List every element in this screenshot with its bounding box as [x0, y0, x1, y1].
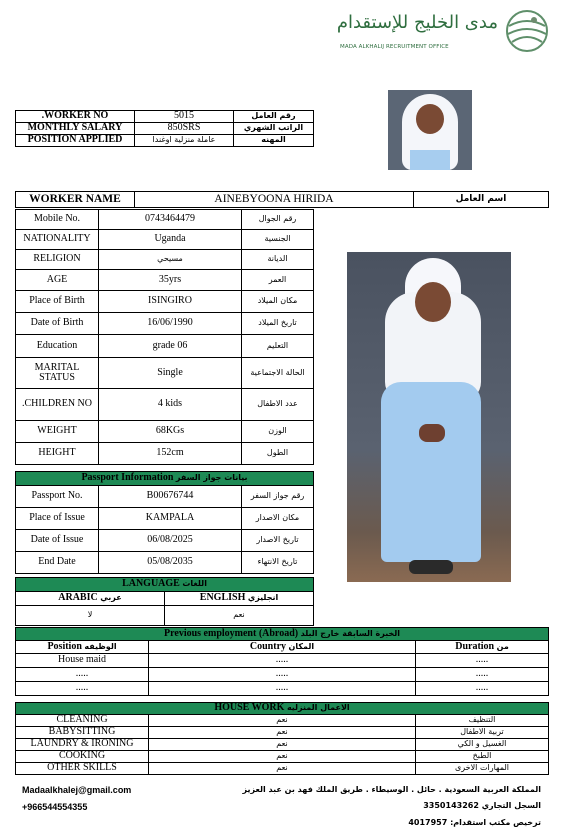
language-header [16, 578, 314, 592]
nationality-label: NATIONALITY [16, 230, 99, 250]
marital-ar: الحالة الاجتماعية [242, 358, 314, 389]
employment-country: ..... [149, 682, 416, 696]
children-value: 4 kids [99, 389, 242, 421]
employment-duration: ..... [416, 654, 549, 668]
skill-label: BABYSITTING [16, 727, 149, 739]
employment-position: ..... [16, 682, 149, 696]
weight-value: 68KGs [99, 421, 242, 443]
duration-col-ar: من [496, 641, 509, 651]
footer-email[interactable]: Madaalkhalej@gmail.com [22, 785, 132, 795]
salary-ar: الراتب الشهري [234, 123, 314, 135]
salary-value: 850SRS [135, 123, 234, 135]
issue-date-value: 06/08/2025 [99, 530, 242, 552]
arabic-label: ARABIC [58, 592, 98, 604]
house-work-header [16, 703, 549, 715]
language-header-text: LANGUAGE [122, 578, 180, 590]
english-value: نعم [165, 606, 314, 626]
country-col-header [149, 641, 416, 654]
age-ar: العمر [242, 270, 314, 291]
skill-ar: تربية الاطفال [416, 727, 549, 739]
worker-no-value: 5015 [135, 111, 234, 123]
footer-license-label: ترخيص مكتب استقدام: [450, 818, 541, 827]
worker-no-ar: رقم العامل [234, 111, 314, 123]
employment-duration: ..... [416, 668, 549, 682]
employment-header-ar: الخبرة السابقة خارج البلد [300, 628, 400, 638]
footer-license-number: 4017957 [408, 818, 448, 827]
weight-label: WEIGHT [16, 421, 99, 443]
religion-label: RELIGION [16, 250, 99, 270]
english-label-ar: انجليزي [247, 593, 279, 603]
skill-ar: الغسيل و الكي [416, 739, 549, 751]
skill-label: COOKING [16, 751, 149, 763]
position-col-header [16, 641, 149, 654]
issue-date-ar: تاريخ الاصدار [242, 530, 314, 552]
duration-col-text: Duration [455, 640, 495, 652]
skill-value: نعم [149, 727, 416, 739]
passport-table [15, 471, 314, 574]
footer-cr-number: 3350143262 [423, 801, 479, 810]
arabic-label-cell [16, 592, 165, 606]
marital-label: MARITAL STATUS [16, 358, 99, 389]
passport-no-label: Passport No. [16, 486, 99, 508]
passport-header-ar: بيانات جواز السفر [175, 473, 248, 483]
height-value: 152cm [99, 443, 242, 465]
duration-col-header [416, 641, 549, 654]
height-label: HEIGHT [16, 443, 99, 465]
personal-info-table [15, 209, 314, 465]
footer-license [408, 818, 541, 827]
birth-date-label: Date of Birth [16, 313, 99, 335]
employment-position: House maid [16, 654, 149, 668]
english-label-cell [165, 592, 314, 606]
skill-ar: التنظيف [416, 715, 549, 727]
education-ar: التعليم [242, 335, 314, 358]
skill-label: OTHER SKILLS [16, 763, 149, 775]
issue-place-value: KAMPALA [99, 508, 242, 530]
arabic-value: لا [16, 606, 165, 626]
employment-header-text: Previous employment (Abroad) [164, 627, 299, 639]
religion-value: مسيحي [99, 250, 242, 270]
birth-place-value: ISINGIRO [99, 291, 242, 313]
mobile-label: Mobile No. [16, 210, 99, 230]
age-value: 35yrs [99, 270, 242, 291]
nationality-ar: الجنسية [242, 230, 314, 250]
position-col-text: Position [47, 640, 82, 652]
issue-date-label: Date of Issue [16, 530, 99, 552]
issue-place-label: Place of Issue [16, 508, 99, 530]
birth-date-value: 16/06/1990 [99, 313, 242, 335]
employment-duration: ..... [416, 682, 549, 696]
employment-position: ..... [16, 668, 149, 682]
company-logo [336, 6, 556, 68]
age-label: AGE [16, 270, 99, 291]
employment-country: ..... [149, 654, 416, 668]
birth-place-ar: مكان الميلاد [242, 291, 314, 313]
salary-label: MONTHLY SALARY [16, 123, 135, 135]
english-label: ENGLISH [199, 592, 246, 604]
end-date-ar: تاريخ الانتهاء [242, 552, 314, 574]
footer-address: المملكة العربية السعودية . حائل . الوسيطاء . طريق الملك فهد بن عبد العزيز [242, 785, 541, 794]
education-value: grade 06 [99, 335, 242, 358]
end-date-label: End Date [16, 552, 99, 574]
logo-arabic-name: مدى الخليج للإستقدام [336, 12, 498, 33]
position-col-ar: الوظيفه [84, 641, 117, 651]
skill-value: نعم [149, 739, 416, 751]
end-date-value: 05/08/2035 [99, 552, 242, 574]
language-header-ar: اللغات [182, 579, 207, 589]
arabic-label-ar: عربي [100, 593, 122, 603]
nationality-value: Uganda [99, 230, 242, 250]
worker-name-value: AINEBYOONA HIRIDA [135, 192, 414, 208]
country-col-ar: المكان [288, 641, 315, 651]
birth-date-ar: تاريخ الميلاد [242, 313, 314, 335]
passport-header-text: Passport Information [81, 472, 174, 484]
house-work-header-ar: الاعمال المنزليه [286, 703, 350, 713]
language-table [15, 577, 314, 626]
skill-value: نعم [149, 715, 416, 727]
worker-portrait-photo [388, 90, 472, 170]
skill-ar: المهارات الاخرى [416, 763, 549, 775]
passport-no-value: B00676744 [99, 486, 242, 508]
birth-place-label: Place of Birth [16, 291, 99, 313]
worker-full-photo [347, 252, 511, 582]
position-label: POSITION APPLIED [16, 135, 135, 147]
marital-value: Single [99, 358, 242, 389]
house-work-table [15, 702, 549, 775]
education-label: Education [16, 335, 99, 358]
footer-cr [423, 801, 541, 810]
mobile-ar: رقم الجوال [242, 210, 314, 230]
footer-cr-label: السجل التجاري [481, 801, 541, 810]
passport-header [16, 472, 314, 486]
skill-value: نعم [149, 751, 416, 763]
position-value: عاملة منزلية اوغندا [135, 135, 234, 147]
religion-ar: الديانة [242, 250, 314, 270]
children-label: .CHILDREN NO [16, 389, 99, 421]
skill-value: نعم [149, 763, 416, 775]
employment-country: ..... [149, 668, 416, 682]
weight-ar: الوزن [242, 421, 314, 443]
employment-header [16, 628, 549, 641]
passport-no-ar: رقم جواز السفر [242, 486, 314, 508]
position-ar: المهنه [234, 135, 314, 147]
top-info-table [15, 110, 314, 147]
worker-no-label: .WORKER NO [16, 111, 135, 123]
mobile-value: 0743464479 [99, 210, 242, 230]
house-work-header-text: HOUSE WORK [214, 702, 285, 714]
employment-table [15, 627, 549, 696]
logo-globe-icon [504, 8, 550, 54]
country-col-text: Country [249, 640, 287, 652]
issue-place-ar: مكان الاصدار [242, 508, 314, 530]
worker-name-ar: اسم العامل [414, 192, 549, 208]
skill-label: CLEANING [16, 715, 149, 727]
worker-name-label: WORKER NAME [16, 192, 135, 208]
children-ar: عدد الاطفال [242, 389, 314, 421]
worker-name-table [15, 191, 549, 208]
skill-label: LAUNDRY & IRONING [16, 739, 149, 751]
logo-english-name: MADA ALKHALIJ RECRUITMENT OFFICE [340, 44, 449, 50]
footer-phone[interactable]: +966544554355 [22, 802, 88, 812]
skill-ar: الطبخ [416, 751, 549, 763]
height-ar: الطول [242, 443, 314, 465]
